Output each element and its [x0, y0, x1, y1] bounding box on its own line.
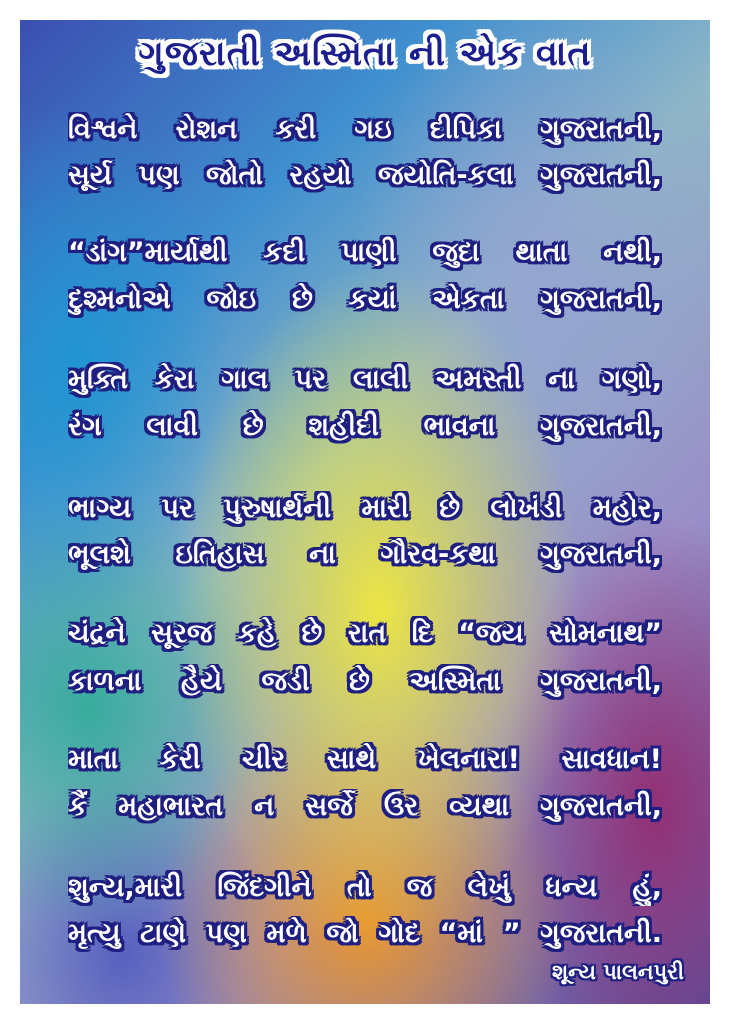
poem-line-3-1: મુક્તિ કેરા ગાલ પર લાલી અમસ્તી ના ગણો,	[68, 364, 662, 395]
poem-line-4-2: ભૂલશે ઇતિહાસ ના ગૌરવ-કથા ગુજરાતની,	[68, 539, 662, 570]
poem-line-5-1: ચંદ્રને સૂરજ કહે છે રાત દિ “જય સોમનાથ”	[68, 618, 662, 649]
poem-line-2-1: “ડાંગ”માર્યાથી કદી પાણી જુદા થાતા નથી,	[68, 237, 662, 268]
poem-line-1-1: વિશ્વને રોશન કરી ગઇ દીપિકા ગુજરાતની,	[68, 114, 662, 145]
poem-line-2-2: દુશ્મનોએ જોઇ છે કયાં એકતા ગુજરાતની,	[68, 284, 662, 315]
poem-line-5-2: કાળના હૈયે જડી છે અસ્મિતા ગુજરાતની,	[68, 666, 662, 697]
poem-line-7-1: શુન્ય,મારી જિંદગીને તો જ લેખું ધન્ય હું,	[68, 872, 662, 903]
poem-line-1-2: સૂર્ય પણ જોતો રહયો જયોતિ-કલા ગુજરાતની,	[68, 160, 662, 191]
poem-line-7-2: મૃત્યુ ટાણે પણ મળે જો ગોદ “માં ” ગુજરાતની.	[68, 918, 662, 949]
poem-line-4-1: ભાગ્ય પર પુરુષાર્થની મારી છે લોખંડી મહોર,	[68, 493, 662, 524]
poem-line-3-2: રંગ લાવી છે શહીદી ભાવના ગુજરાતની,	[68, 411, 662, 442]
poem-poster	[20, 20, 710, 1004]
poem-title: ગુજરાતી અસ્મિતા ની એક વાત	[138, 34, 592, 74]
poem-line-6-1: માતા કેરી ચીર સાથે ખેલનારા! સાવધાન!	[68, 744, 662, 775]
poem-line-6-2: કૈં મહાભારત ન સર્જે ઉર વ્યથા ગુજરાતની,	[68, 791, 662, 822]
poem-author: શૂન્ય પાલનપુરી	[551, 960, 684, 984]
